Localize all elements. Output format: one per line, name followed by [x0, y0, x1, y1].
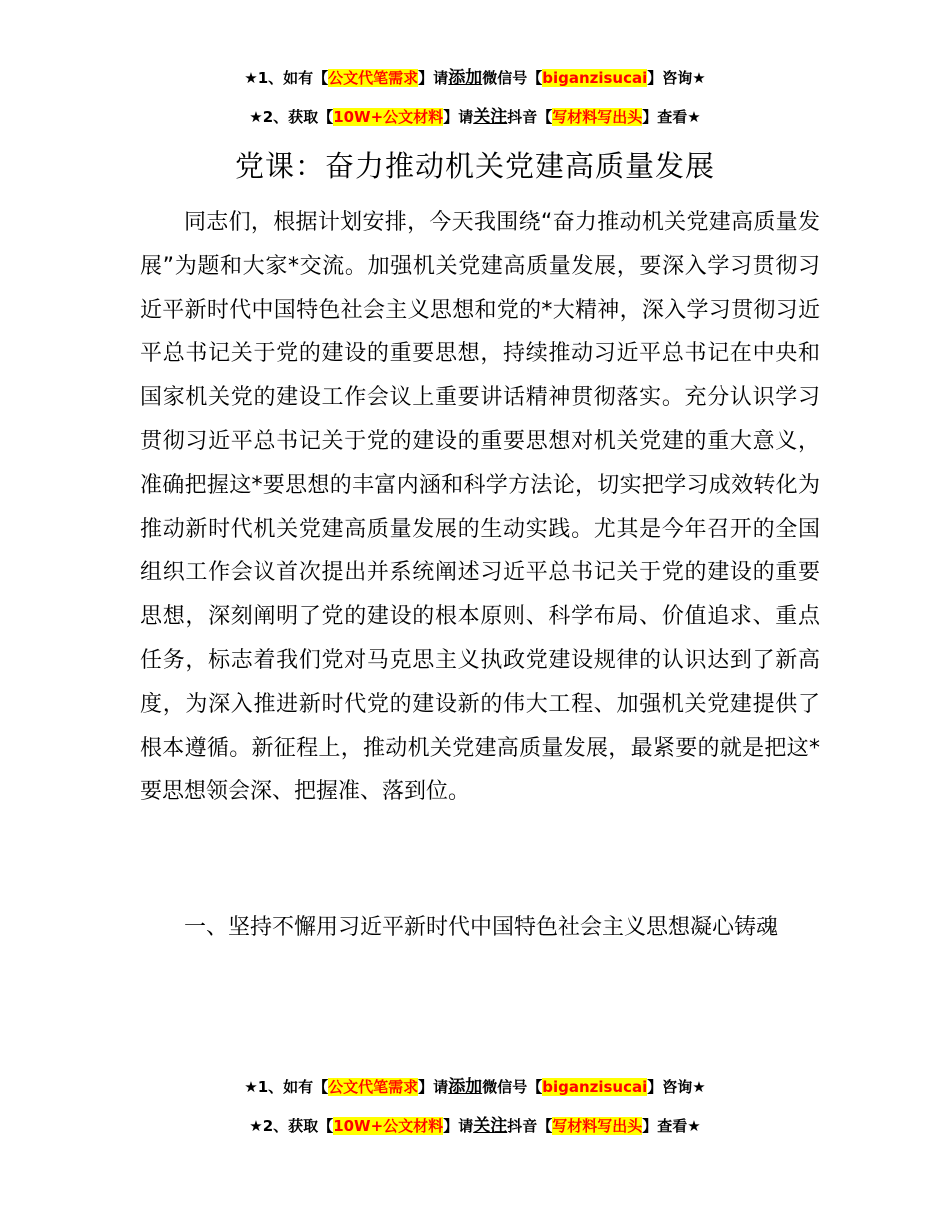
- promo-underlined-follow: 关注: [473, 1116, 508, 1136]
- promo-douyin-id: 写材料写出头: [552, 108, 643, 126]
- promo-prefix: ★1、如有【: [244, 69, 329, 87]
- document-body: [140, 201, 820, 814]
- promo-highlight-materials: 10W+公文材料: [333, 108, 444, 126]
- promo-suffix: 】咨询★: [647, 69, 706, 87]
- promo-underlined-follow: 关注: [473, 107, 508, 127]
- promo-text: 】请: [443, 108, 474, 126]
- promo-line-1-bottom: [0, 1076, 950, 1098]
- promo-wechat-id: biganzisucai: [542, 1078, 648, 1096]
- promo-line-2-top: [0, 106, 950, 128]
- promo-text: 抖音【: [507, 1117, 553, 1135]
- promo-suffix: 】查看★: [642, 108, 701, 126]
- promo-text: 微信号【: [482, 69, 543, 87]
- promo-line-1-top: [0, 67, 950, 89]
- promo-text: 】请: [418, 1078, 449, 1096]
- promo-prefix: ★1、如有【: [244, 1078, 329, 1096]
- promo-text: 】请: [443, 1117, 474, 1135]
- promo-douyin-id: 写材料写出头: [552, 1117, 643, 1135]
- section-heading-block: [140, 906, 820, 950]
- promo-text: 】请: [418, 69, 449, 87]
- promo-highlight-service: 公文代笔需求: [328, 69, 419, 87]
- promo-line-2-bottom: [0, 1115, 950, 1137]
- promo-text: 抖音【: [507, 108, 553, 126]
- promo-wechat-id: biganzisucai: [542, 69, 648, 87]
- promo-highlight-materials: 10W+公文材料: [333, 1117, 444, 1135]
- document-title: 党课：奋力推动机关党建高质量发展: [234, 149, 715, 183]
- promo-text: 微信号【: [482, 1078, 543, 1096]
- promo-suffix: 】查看★: [642, 1117, 701, 1135]
- promo-suffix: 】咨询★: [647, 1078, 706, 1096]
- promo-prefix: ★2、获取【: [249, 108, 334, 126]
- promo-prefix: ★2、获取【: [249, 1117, 334, 1135]
- body-paragraph: 同志们，根据计划安排，今天我围绕“奋力推动机关党建高质量发展”为题和大家*交流。加强机关党建高质量发展，要深入学习贯彻习近平新时代中国特色社会主义思想和党的*大精神，深入学习贯彻习近平总书记关于党的建设的重要思想，持续推动习近平总书记在中央和国家机关党的建设工作会议上重要讲话精神贯彻落实。充分认识学习贯彻习近平总书记关于党的建设的重要思想对机关党建的重大意义，准确把握这*要思想的丰富内涵和科学方法论，切实把学习成效转化为推动新时代机关党建高质量发展的生动实践。尤其是今年召开的全国组织工作会议首次提出并系统阐述习近平总书记关于党的建设的重要思想，深刻阐明了党的建设的根本原则、科学布局、价值追求、重点任务，标志着我们党对马克思主义执政党建设规律的认识达到了新高度，为深入推进新时代党的建设新的伟大工程、加强机关党建提供了根本遵循。新征程上，推动机关党建高质量发展，最紧要的就是把这*要思想领会深、把握准、落到位。: [140, 210, 820, 805]
- promo-highlight-service: 公文代笔需求: [328, 1078, 419, 1096]
- section-heading-1: 一、坚持不懈用习近平新时代中国特色社会主义思想凝心铸魂: [184, 915, 779, 940]
- promo-underlined-add: 添加: [448, 1077, 483, 1097]
- promo-underlined-add: 添加: [448, 68, 483, 88]
